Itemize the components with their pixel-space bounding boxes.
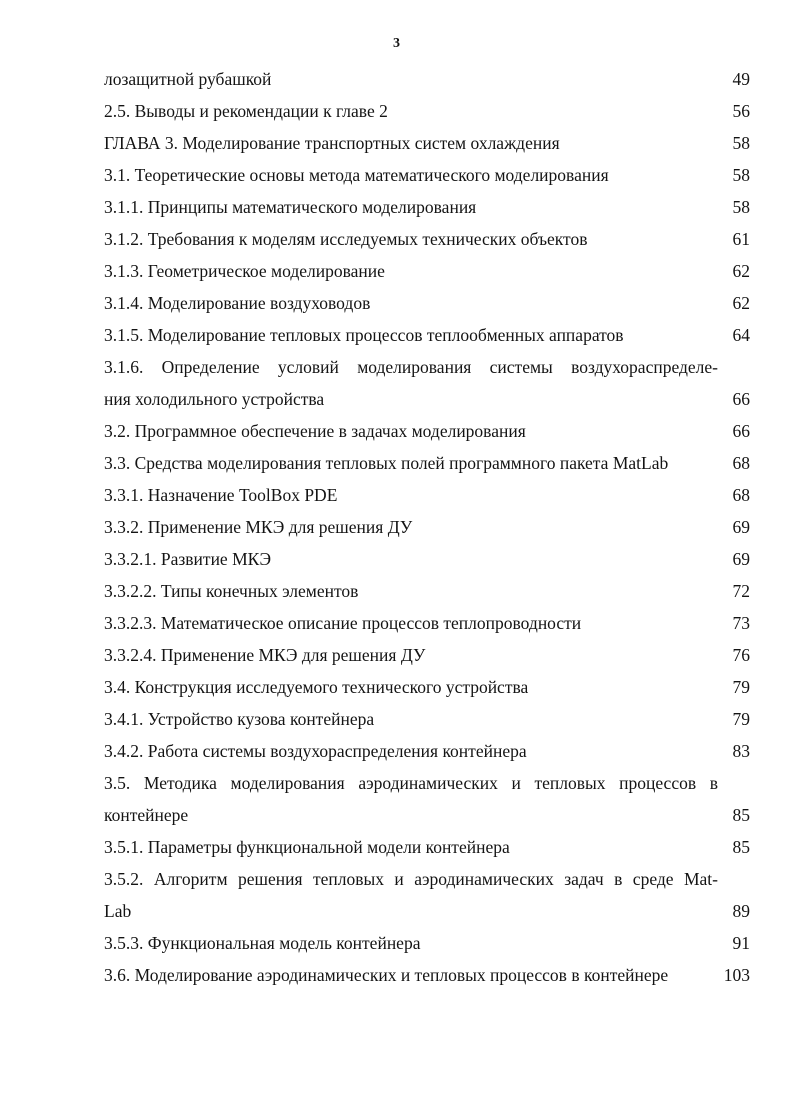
- toc-entry[interactable]: [104, 95, 750, 127]
- toc-entry-title: 3.1.6. Определение условий моделирования системы воздухораспределе-: [104, 357, 718, 377]
- toc-entry-page-number: 83: [732, 741, 750, 761]
- toc-entry-page-number: 58: [732, 197, 750, 217]
- toc-entry-page-number: 89: [732, 901, 750, 921]
- toc-entry-page-number: 64: [732, 325, 750, 345]
- toc-entry-page-number: 62: [732, 261, 750, 281]
- toc-entry-page-number: 49: [732, 69, 750, 89]
- toc-entry-title: лозащитной рубашкой: [104, 69, 272, 89]
- toc-entry-page-number: 69: [732, 517, 750, 537]
- toc-entry[interactable]: [104, 447, 750, 479]
- toc-entry-page-number: 79: [732, 677, 750, 697]
- toc-entry[interactable]: [104, 575, 750, 607]
- toc-entry-title: 3.1.3. Геометрическое моделирование: [104, 261, 385, 281]
- toc-entry-title: 3.4.1. Устройство кузова контейнера: [104, 709, 375, 729]
- toc-entry[interactable]: [104, 63, 750, 95]
- toc-entry[interactable]: [104, 479, 750, 511]
- toc-entry[interactable]: [104, 255, 750, 287]
- toc-entry[interactable]: [104, 223, 750, 255]
- toc-entry-title: 3.3.2. Применение МКЭ для решения ДУ: [104, 517, 413, 537]
- toc-entry-title: 3.3.2.3. Математическое описание процессов теплопроводности: [104, 613, 582, 633]
- toc-entry[interactable]: [104, 671, 750, 703]
- toc-entry-page-number: 58: [732, 165, 750, 185]
- toc-entry-title: 3.2. Программное обеспечение в задачах моделирования: [104, 421, 526, 441]
- toc-entry-title: 3.1.4. Моделирование воздуховодов: [104, 293, 371, 313]
- toc-entry-page-number: 66: [732, 389, 750, 409]
- toc-entry-title: контейнере: [104, 805, 189, 825]
- toc-entry[interactable]: [104, 287, 750, 319]
- toc-entry[interactable]: [104, 959, 750, 991]
- toc-entry-title: 3.5.2. Алгоритм решения тепловых и аэродинамических задач в среде Mat-: [104, 869, 718, 889]
- toc-entry[interactable]: [104, 863, 750, 927]
- toc-entry[interactable]: [104, 703, 750, 735]
- toc-entry[interactable]: [104, 767, 750, 831]
- toc-entry-title: 3.4. Конструкция исследуемого технического устройства: [104, 677, 529, 697]
- toc-entry-page-number: 79: [732, 709, 750, 729]
- toc-entry-title: 3.5.3. Функциональная модель контейнера: [104, 933, 421, 953]
- toc-entry[interactable]: [104, 543, 750, 575]
- toc-entry-page-number: 76: [732, 645, 750, 665]
- toc-entry[interactable]: [104, 639, 750, 671]
- toc-entry[interactable]: [104, 159, 750, 191]
- toc-entry[interactable]: [104, 511, 750, 543]
- toc-entry-title: 3.3.2.2. Типы конечных элементов: [104, 581, 359, 601]
- toc-entry-page-number: 58: [732, 133, 750, 153]
- table-of-contents: [104, 63, 750, 991]
- toc-entry-page-number: 72: [732, 581, 750, 601]
- toc-entry-title: 3.3.1. Назначение ToolBox PDE: [104, 485, 338, 505]
- toc-entry[interactable]: [104, 127, 750, 159]
- toc-entry-title: 2.5. Выводы и рекомендации к главе 2: [104, 101, 388, 121]
- toc-entry-title: 3.3. Средства моделирования тепловых полей программного пакета MatLab: [104, 453, 669, 473]
- toc-entry-page-number: 68: [732, 485, 750, 505]
- toc-entry-title: 3.3.2.4. Применение МКЭ для решения ДУ: [104, 645, 426, 665]
- toc-entry-title: 3.5. Методика моделирования аэродинамических и тепловых процессов в: [104, 773, 718, 793]
- toc-entry-title: 3.1. Теоретические основы метода математического моделирования: [104, 165, 609, 185]
- toc-entry-page-number: 69: [732, 549, 750, 569]
- page-number: 3: [393, 36, 400, 51]
- toc-entry-page-number: 85: [732, 837, 750, 857]
- toc-entry-title: 3.1.2. Требования к моделям исследуемых технических объектов: [104, 229, 588, 249]
- toc-entry[interactable]: [104, 319, 750, 351]
- toc-entry-title: 3.4.2. Работа системы воздухораспределения контейнера: [104, 741, 527, 761]
- toc-entry[interactable]: [104, 927, 750, 959]
- toc-entry-page-number: 91: [732, 933, 750, 953]
- toc-entry-title: 3.6. Моделирование аэродинамических и тепловых процессов в контейнере: [104, 965, 669, 985]
- toc-entry[interactable]: [104, 415, 750, 447]
- toc-entry-title: ГЛАВА 3. Моделирование транспортных систем охлаждения: [104, 133, 560, 153]
- toc-entry[interactable]: [104, 831, 750, 863]
- toc-entry-page-number: 66: [732, 421, 750, 441]
- toc-entry[interactable]: [104, 191, 750, 223]
- toc-entry-page-number: 56: [732, 101, 750, 121]
- toc-entry[interactable]: [104, 351, 750, 415]
- toc-entry[interactable]: [104, 735, 750, 767]
- toc-entry-page-number: 68: [732, 453, 750, 473]
- toc-entry[interactable]: [104, 607, 750, 639]
- toc-entry-title: 3.3.2.1. Развитие МКЭ: [104, 549, 272, 569]
- toc-entry-title: 3.1.1. Принципы математического моделирования: [104, 197, 477, 217]
- toc-entry-page-number: 103: [723, 965, 750, 985]
- toc-entry-page-number: 85: [732, 805, 750, 825]
- toc-entry-title: 3.1.5. Моделирование тепловых процессов теплообменных аппаратов: [104, 325, 624, 345]
- toc-entry-title: 3.5.1. Параметры функциональной модели контейнера: [104, 837, 510, 857]
- toc-entry-page-number: 62: [732, 293, 750, 313]
- toc-entry-page-number: 73: [732, 613, 750, 633]
- toc-entry-page-number: 61: [732, 229, 750, 249]
- toc-entry-title: Lab: [104, 901, 132, 921]
- toc-entry-title: ния холодильного устройства: [104, 389, 325, 409]
